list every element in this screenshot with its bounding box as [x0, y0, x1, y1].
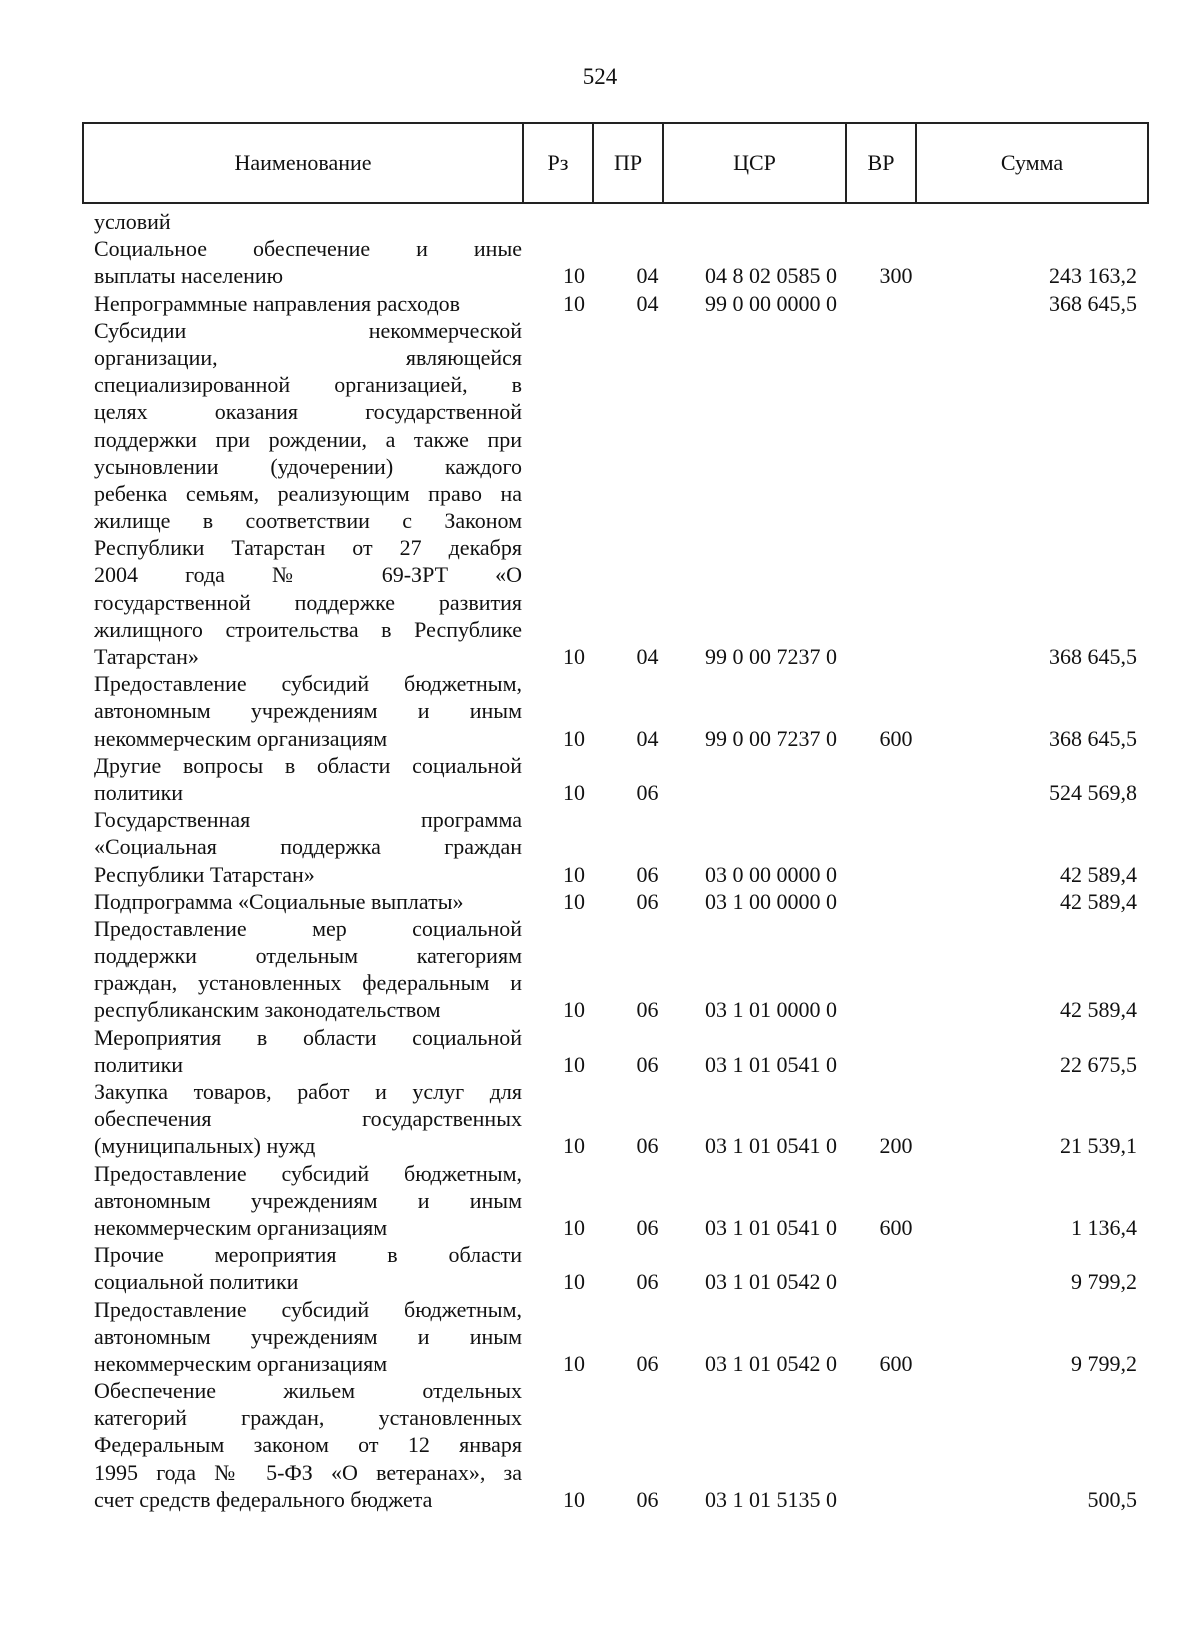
row-pr: 04 [636, 290, 659, 316]
row-name [82, 1296, 522, 1378]
row-name-line: «Социальная поддержка граждан [94, 834, 522, 860]
row-csr [686, 208, 856, 235]
row-name-line: социальной политики [94, 1269, 299, 1295]
row-name-line: Закупка товаров, работ и услуг для [94, 1079, 522, 1104]
row-vr [856, 779, 936, 806]
row-name-line: усыновлении (удочерении) каждого [94, 453, 522, 479]
row-name-line: Республики Татарстан» [94, 861, 315, 887]
row-name-line: автономным учреждениям и иным [94, 1187, 522, 1213]
row-name-line: Федеральным законом от 12 января [94, 1432, 522, 1458]
row-name-line: жилище в соответствии с Законом [94, 508, 522, 534]
row-pr: 06 [636, 1133, 659, 1159]
row-pr: 06 [636, 888, 659, 914]
row-rz: 10 [563, 888, 585, 914]
header-csr: ЦСР [663, 123, 846, 203]
row-name-line: автономным учреждениям и иным [94, 1323, 522, 1349]
row-name-line: организации, являющейся [94, 344, 522, 370]
row-csr: 03 1 00 0000 0 [705, 888, 837, 914]
row-name [82, 317, 522, 670]
table-row [82, 888, 1147, 915]
row-csr: 99 0 00 7237 0 [705, 725, 837, 751]
row-vr [856, 996, 936, 1023]
row-sum: 368 645,5 [1049, 725, 1137, 751]
row-pr: 06 [636, 1486, 659, 1512]
row-name [82, 290, 522, 317]
table-row [82, 752, 1147, 806]
row-name-line: Субсидии некоммерческой [94, 317, 522, 343]
row-vr [856, 208, 936, 235]
row-csr: 03 1 01 0542 0 [705, 1269, 837, 1295]
row-sum: 9 799,2 [1071, 1269, 1137, 1295]
row-name-line: государственной поддержке развития [94, 589, 522, 615]
row-vr [856, 1268, 936, 1295]
row-name-line: граждан, установленных федеральным и [94, 970, 522, 996]
table-row [82, 915, 1147, 1024]
row-sum: 1 136,4 [1071, 1214, 1137, 1240]
row-sum: 243 163,2 [1049, 263, 1137, 289]
row-name-line: выплаты населению [94, 263, 284, 289]
row-name-line: республиканским законодательством [94, 997, 441, 1023]
row-name-line: Республики Татарстан от 27 декабря [94, 535, 522, 561]
row-name-line: поддержки при рождении, а также при [94, 426, 522, 452]
header-sum: Сумма [916, 123, 1148, 203]
row-name [82, 888, 522, 915]
table-row [82, 1160, 1147, 1242]
row-pr: 04 [636, 263, 659, 289]
row-rz [522, 208, 609, 235]
row-name-line: некоммерческим организациям [94, 1350, 388, 1376]
row-csr: 03 1 01 0542 0 [705, 1350, 837, 1376]
row-pr: 06 [636, 997, 659, 1023]
table-row [82, 806, 1147, 888]
row-vr [856, 861, 936, 888]
table-row [82, 1296, 1147, 1378]
row-name-line: Непрограммные направления расходов [94, 290, 461, 316]
row-vr: 600 [879, 1214, 913, 1240]
table-row [82, 317, 1147, 670]
row-name [82, 670, 522, 752]
row-name-line: целях оказания государственной [94, 399, 522, 425]
row-csr: 03 0 00 0000 0 [705, 861, 837, 887]
row-rz: 10 [563, 1350, 585, 1376]
row-name [82, 1024, 522, 1078]
row-vr [856, 1051, 936, 1078]
table-row [82, 1024, 1147, 1078]
row-csr: 99 0 00 0000 0 [705, 290, 837, 316]
row-vr [856, 290, 936, 317]
row-name-line: 2004 года № 69-ЗРТ «О [94, 562, 522, 588]
row-pr: 06 [636, 779, 659, 805]
row-vr [856, 1486, 936, 1513]
page-number: 524 [582, 64, 618, 89]
row-name-line: некоммерческим организациям [94, 725, 388, 751]
row-sum: 42 589,4 [1060, 888, 1137, 914]
table-row [82, 1377, 1147, 1513]
row-vr: 600 [879, 725, 913, 751]
row-rz: 10 [563, 779, 585, 805]
row-sum: 368 645,5 [1049, 290, 1137, 316]
row-name-line: Прочие мероприятия в области [94, 1242, 522, 1268]
table-body [82, 208, 1147, 1513]
row-name-line: Мероприятия в области социальной [94, 1024, 522, 1050]
row-name-line: некоммерческим организациям [94, 1214, 388, 1240]
row-sum: 42 589,4 [1060, 997, 1137, 1023]
row-name [82, 208, 522, 235]
table-row [82, 1078, 1147, 1160]
row-csr [686, 779, 856, 806]
row-name [82, 752, 522, 806]
row-sum: 524 569,8 [1049, 779, 1137, 805]
row-rz: 10 [563, 1269, 585, 1295]
row-name-line: Предоставление мер социальной [94, 915, 522, 941]
row-name-line: категорий граждан, установленных [94, 1405, 522, 1431]
row-name-line: политики [94, 1051, 184, 1077]
row-pr: 06 [636, 1350, 659, 1376]
row-pr: 06 [636, 1051, 659, 1077]
row-name-line: Государственная программа [94, 807, 522, 833]
row-name-line: поддержки отдельным категориям [94, 943, 522, 969]
row-rz: 10 [563, 1051, 585, 1077]
row-sum: 368 645,5 [1049, 644, 1137, 669]
row-sum: 500,5 [1087, 1486, 1137, 1512]
row-pr: 04 [636, 725, 659, 751]
row-name-line: Татарстан» [94, 644, 199, 669]
table-row [82, 290, 1147, 317]
table-row [82, 670, 1147, 752]
row-sum [936, 208, 1147, 235]
row-csr: 99 0 00 7237 0 [705, 644, 837, 669]
row-csr: 03 1 01 0541 0 [705, 1214, 837, 1240]
table-row [82, 1241, 1147, 1295]
row-rz: 10 [563, 290, 585, 316]
row-rz: 10 [563, 725, 585, 751]
table-row [82, 235, 1147, 289]
row-name-line: обеспечения государственных [94, 1106, 522, 1132]
row-name-line: условий [94, 209, 171, 234]
row-name [82, 235, 522, 289]
row-name [82, 1160, 522, 1242]
header-name: Наименование [83, 123, 523, 203]
row-name-line: 1995 года № 5-ФЗ «О ветеранах», за [94, 1459, 522, 1485]
row-rz: 10 [563, 263, 585, 289]
row-name-line: Предоставление субсидий бюджетным, [94, 671, 522, 697]
row-csr: 04 8 02 0585 0 [705, 263, 837, 289]
row-vr: 300 [879, 263, 913, 289]
row-name [82, 1241, 522, 1295]
row-rz: 10 [563, 1133, 585, 1159]
row-sum: 22 675,5 [1060, 1051, 1137, 1077]
header-vr: ВР [846, 123, 916, 203]
row-name-line: Подпрограмма «Социальные выплаты» [94, 888, 464, 914]
row-rz: 10 [563, 644, 585, 669]
row-name [82, 1377, 522, 1513]
row-name-line: ребенка семьям, реализующим право на [94, 480, 522, 506]
row-pr: 06 [636, 1214, 659, 1240]
row-vr [856, 888, 936, 915]
row-sum: 9 799,2 [1071, 1350, 1137, 1376]
row-name [82, 915, 522, 1024]
row-sum: 21 539,1 [1060, 1133, 1137, 1159]
row-sum: 42 589,4 [1060, 861, 1137, 887]
row-name-line: Обеспечение жильем отдельных [94, 1378, 522, 1404]
row-csr: 03 1 01 0541 0 [705, 1051, 837, 1077]
row-csr: 03 1 01 5135 0 [705, 1486, 837, 1512]
table-header [82, 122, 1149, 204]
row-name-line: политики [94, 779, 184, 805]
header-rz: Рз [523, 123, 593, 203]
row-pr: 06 [636, 861, 659, 887]
row-name-line: Предоставление субсидий бюджетным, [94, 1160, 522, 1186]
row-name-line: жилищного строительства в Республике [94, 616, 522, 642]
row-vr: 200 [879, 1133, 913, 1159]
row-name-line: автономным учреждениям и иным [94, 698, 522, 724]
row-name-line: (муниципальных) нужд [94, 1133, 316, 1159]
row-vr: 600 [879, 1350, 913, 1376]
row-csr: 03 1 01 0000 0 [705, 997, 837, 1023]
row-vr [856, 643, 936, 670]
row-name-line: Социальное обеспечение и иные [94, 236, 522, 262]
row-name [82, 806, 522, 888]
row-name-line: Предоставление субсидий бюджетным, [94, 1296, 522, 1322]
row-pr: 04 [636, 644, 659, 669]
row-rz: 10 [563, 1486, 585, 1512]
table-row [82, 208, 1147, 235]
row-rz: 10 [563, 997, 585, 1023]
row-pr [609, 208, 686, 235]
header-pr: ПР [593, 123, 663, 203]
row-pr: 06 [636, 1269, 659, 1295]
row-name-line: счет средств федерального бюджета [94, 1486, 433, 1512]
row-name-line: Другие вопросы в области социальной [94, 752, 522, 778]
row-name-line: специализированной организацией, в [94, 372, 522, 398]
row-name [82, 1078, 522, 1160]
row-csr: 03 1 01 0541 0 [705, 1133, 837, 1159]
row-rz: 10 [563, 861, 585, 887]
row-rz: 10 [563, 1214, 585, 1240]
